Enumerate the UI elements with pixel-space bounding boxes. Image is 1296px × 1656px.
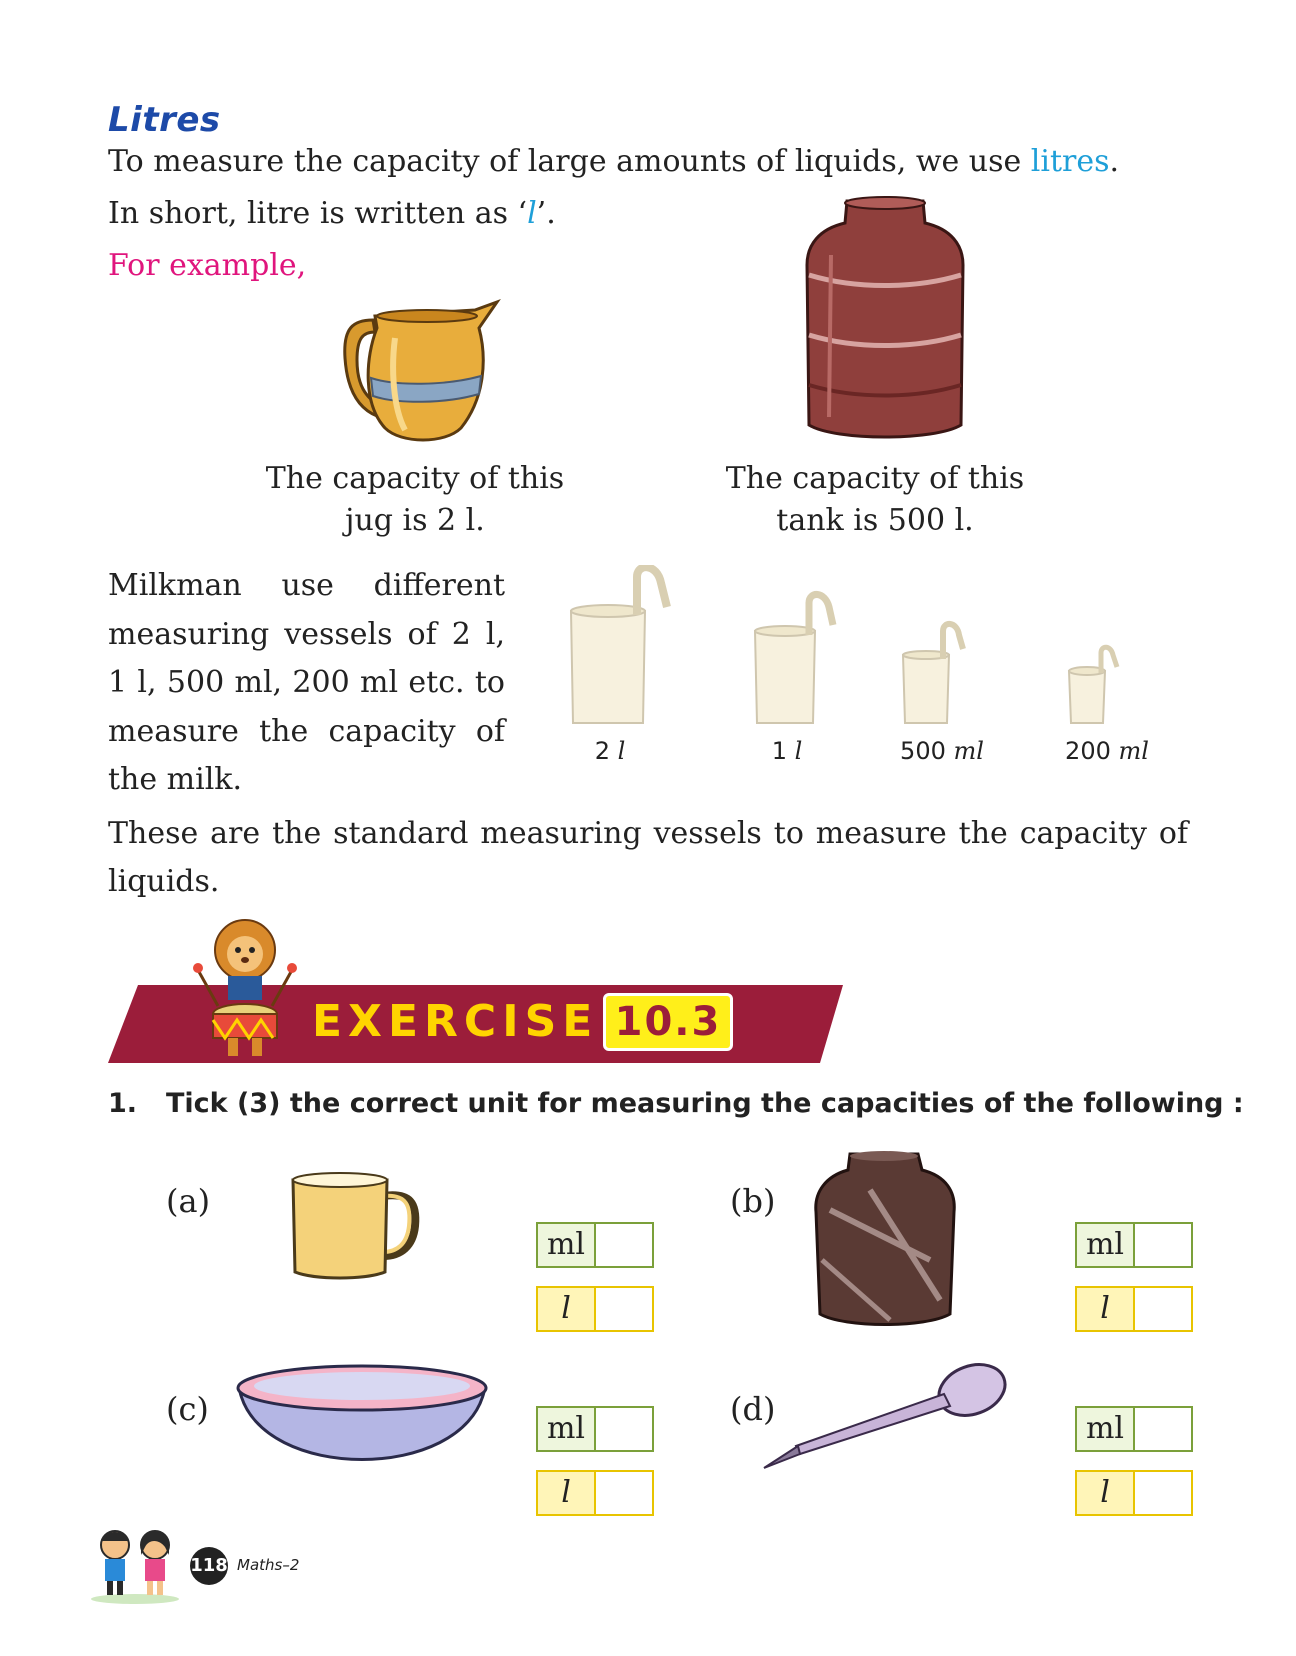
unit-ml-label: ml xyxy=(1077,1224,1135,1266)
item-b-ml-option xyxy=(1075,1222,1193,1268)
lion-drummer-icon xyxy=(190,910,300,1060)
item-b-l-checkbox[interactable] xyxy=(1135,1288,1191,1330)
vessel-label-500ml: 500 ml xyxy=(900,737,984,765)
unit-ml-label: ml xyxy=(1077,1408,1135,1450)
unit-ml-label: ml xyxy=(538,1408,596,1450)
item-a-ml-option xyxy=(536,1222,654,1268)
question-text: Tick (3) the correct unit for measuring the capacities of the following : xyxy=(166,1088,1244,1119)
item-c-l-option xyxy=(536,1470,654,1516)
unit-ml-label: ml xyxy=(538,1224,596,1266)
item-c-letter: (c) xyxy=(166,1390,209,1428)
vessel-label-200ml: 200 ml xyxy=(1065,737,1149,765)
tank-caption: The capacity of this tank is 500 l. xyxy=(725,461,1025,538)
intro-line-1: To measure the capacity of large amounts of liquids, we use litres. xyxy=(108,144,1120,179)
item-c-ml-option xyxy=(536,1406,654,1452)
exercise-title: EXERCISE xyxy=(312,996,599,1047)
measuring-vessels xyxy=(565,565,1165,730)
jug-caption: The capacity of this jug is 2 l. xyxy=(265,461,565,538)
vessel-label-1l: 1 l xyxy=(771,737,803,765)
item-a-letter: (a) xyxy=(166,1182,211,1220)
page-number: 118 xyxy=(190,1547,228,1585)
unit-l-label: l xyxy=(1077,1472,1135,1514)
unit-l-label: l xyxy=(538,1288,596,1330)
item-c-l-checkbox[interactable] xyxy=(596,1472,652,1514)
item-a-l-checkbox[interactable] xyxy=(596,1288,652,1330)
vessel-label-2l: 2 l xyxy=(594,737,626,765)
question-number: 1. xyxy=(108,1088,138,1119)
item-a-l-option xyxy=(536,1286,654,1332)
intro-line-2: In short, litre is written as ‘l’. xyxy=(108,196,556,231)
tank-icon xyxy=(795,195,975,445)
milkman-paragraph: Milkman use different measuring vessels of 2 l, 1 l, 500 ml, 200 ml etc. to measure the capacity of the milk. xyxy=(108,568,505,797)
litre-symbol: l xyxy=(527,196,537,231)
dropper-icon xyxy=(760,1362,1010,1472)
section-heading: Litres xyxy=(108,100,221,140)
item-d-ml-option xyxy=(1075,1406,1193,1452)
kids-mascot-icon xyxy=(85,1525,185,1605)
item-d-ml-checkbox[interactable] xyxy=(1135,1408,1191,1450)
item-b-letter: (b) xyxy=(730,1182,776,1220)
mug-icon xyxy=(285,1170,425,1280)
exercise-number-badge: 10.3 xyxy=(603,993,733,1051)
tank-small-icon xyxy=(810,1150,960,1330)
vessel-200ml-icon xyxy=(1069,647,1117,723)
book-title: Maths–2 xyxy=(237,1556,300,1574)
unit-l-label: l xyxy=(1077,1288,1135,1330)
jug-icon xyxy=(335,298,505,448)
standard-vessels-text: These are the standard measuring vessels to measure the capacity of liquids. xyxy=(108,816,1188,899)
litres-term: litres xyxy=(1030,144,1110,179)
vessel-2l-icon xyxy=(571,567,667,723)
item-d-l-checkbox[interactable] xyxy=(1135,1472,1191,1514)
item-a-ml-checkbox[interactable] xyxy=(596,1224,652,1266)
example-label: For example, xyxy=(108,248,307,283)
item-d-l-option xyxy=(1075,1470,1193,1516)
vessel-1l-icon xyxy=(755,594,833,723)
vessel-500ml-icon xyxy=(903,624,963,723)
unit-l-label: l xyxy=(538,1472,596,1514)
item-b-ml-checkbox[interactable] xyxy=(1135,1224,1191,1266)
tub-icon xyxy=(232,1358,492,1488)
item-b-l-option xyxy=(1075,1286,1193,1332)
item-d-letter: (d) xyxy=(730,1390,776,1428)
item-c-ml-checkbox[interactable] xyxy=(596,1408,652,1450)
